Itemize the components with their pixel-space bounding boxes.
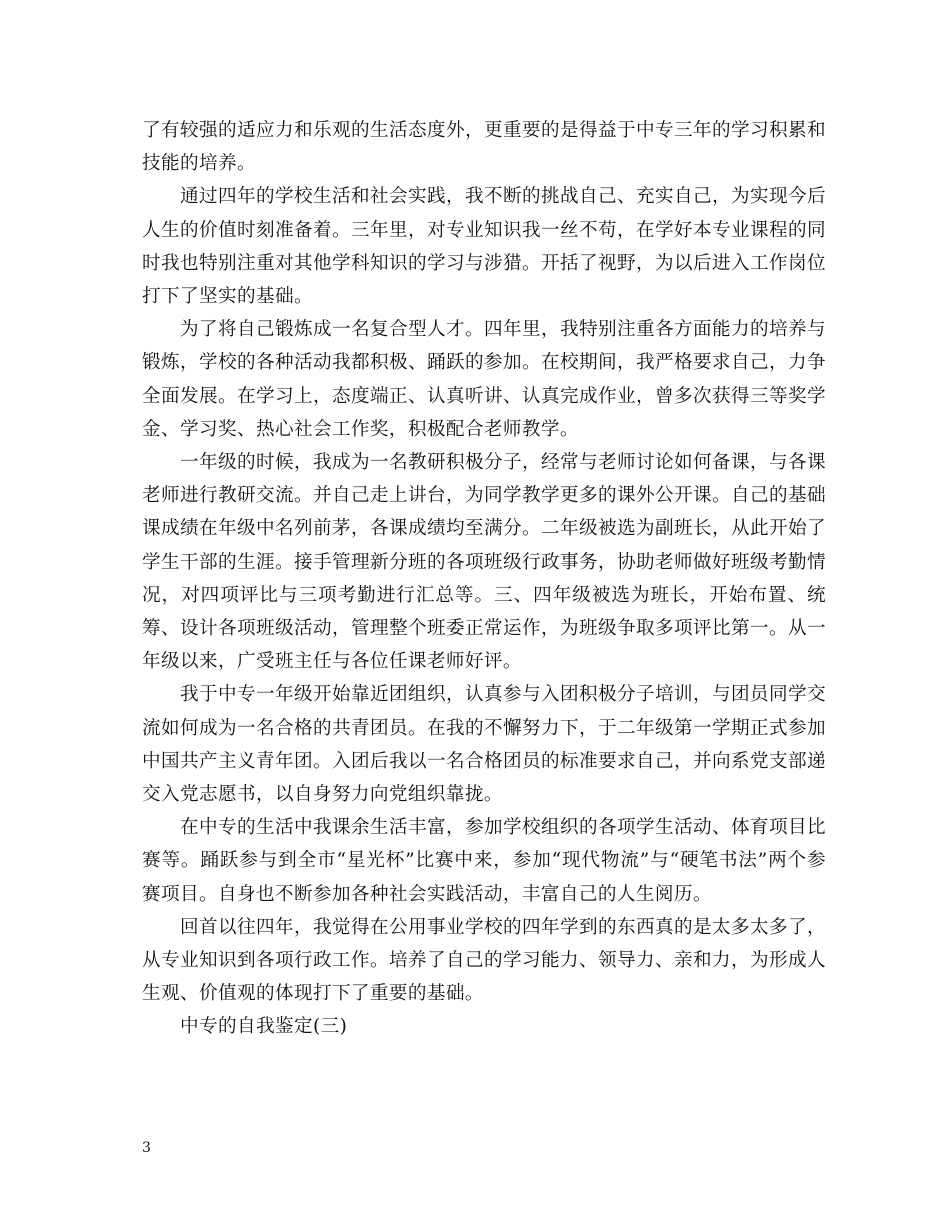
body-text (142, 114, 826, 1044)
paragraph-class-duties: 一年级的时候，我成为一名教研积极分子，经常与老师讨论如何备课，与各课老师进行教研交流。并自己走上讲台，为同学教学更多的课外公开课。自己的基础课成绩在年级中名列前茅，各课成绩均至满分。二年级被选为副班长，从此开始了学生干部的生涯。接手管理新分班的各项班级行政事务，协助老师做好班级考勤情况，对四项评比与三项考勤进行汇总等。三、四年级被选为班长，开始布置、统筹、设计各项班级活动，管理整个班委正常运作，为班级争取多项评比第一。从一年级以来，广受班主任与各位任课老师好评。 (142, 452, 826, 673)
paragraph-activities: 在中专的生活中我课余生活丰富，参加学校组织的各项学生活动、体育项目比赛等。踊跃参与到全市“星光杯”比赛中来，参加“现代物流”与“硬笔书法”两个参赛项目。自身也不断参加各种社会实践活动，丰富自己的人生阅历。 (142, 817, 826, 905)
section-heading: 中专的自我鉴定(三) (180, 1016, 348, 1038)
paragraph-league: 我于中专一年级开始靠近团组织，认真参与入团积极分子培训，与团员同学交流如何成为一名合格的共青团员。在我的不懈努力下，于二年级第一学期正式参加中国共产主义青年团。入团后我以一名合格团员的标准要求自己，并向系党支部递交入党志愿书，以自身努力向党组织靠拢。 (142, 684, 826, 806)
paragraph-practice: 通过四年的学校生活和社会实践，我不断的挑战自己、充实自己，为实现今后人生的价值时刻准备着。三年里，对专业知识我一丝不苟，在学好本专业课程的同时我也特别注重对其他学科知识的学习与涉猎。开括了视野，为以后进入工作岗位打下了坚实的基础。 (142, 186, 826, 308)
paragraph-review: 回首以往四年，我觉得在公用事业学校的四年学到的东西真的是太多太多了，从专业知识到各项行政工作。培养了自己的学习能力、领导力、亲和力，为形成人生观、价值观的体现打下了重要的基础。 (142, 916, 826, 1005)
paragraph-abilities: 为了将自己锻炼成一名复合型人才。四年里，我特别注重各方面能力的培养与锻炼，学校的各种活动我都积极、踊跃的参加。在校期间，我严格要求自己，力争全面发展。在学习上，态度端正、认真听讲、认真完成作业，曾多次获得三等奖学金、学习奖、热心社会工作奖，积极配合老师教学。 (142, 319, 826, 440)
paragraph-continuation: 了有较强的适应力和乐观的生活态度外，更重要的是得益于中专三年的学习积累和技能的培养。 (142, 120, 826, 175)
page-number: 3 (142, 1140, 151, 1156)
